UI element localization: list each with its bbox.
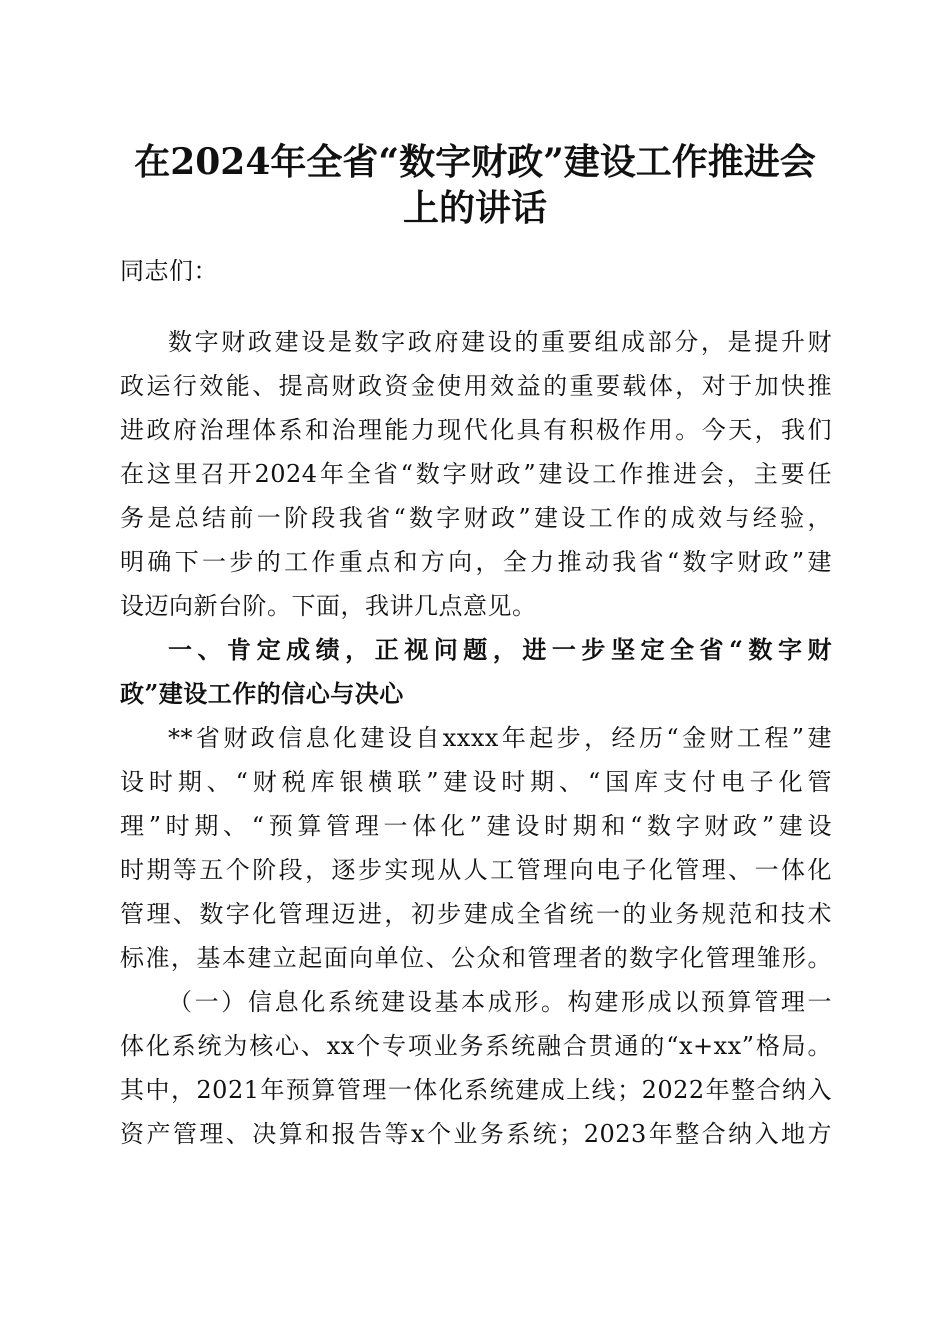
salutation: 同志们： [120, 257, 218, 285]
paragraph-line: 设迈向新台阶。下面，我讲几点意见。 [120, 592, 537, 620]
paragraph-line: 进政府治理体系和治理能力现代化具有积极作用。今天，我们 [120, 416, 832, 444]
paragraph-line: 在这里召开2024年全省“数字财政”建设工作推进会，主要任 [120, 460, 832, 488]
paragraph-line: 体化系统为核心、xx个专项业务系统融合贯通的“x+xx”格局。 [120, 1032, 832, 1060]
paragraph-line: 标准，基本建立起面向单位、公众和管理者的数字化管理雏形。 [120, 944, 832, 972]
paragraph-line: 其中，2021年预算管理一体化系统建成上线；2022年整合纳入 [120, 1076, 832, 1104]
paragraph-line: 务是总结前一阶段我省“数字财政”建设工作的成效与经验， [120, 504, 832, 532]
paragraph-line: 资产管理、决算和报告等x个业务系统；2023年整合纳入地方 [120, 1120, 832, 1148]
paragraph-line: 理”时期、“预算管理一体化”建设时期和“数字财政”建设 [120, 812, 832, 840]
paragraph-line: 政运行效能、提高财政资金使用效益的重要载体，对于加快推 [120, 372, 832, 400]
paragraph-line: 明确下一步的工作重点和方向，全力推动我省“数字财政”建 [120, 548, 832, 576]
paragraph-line: 数字财政建设是数字政府建设的重要组成部分，是提升财 [168, 328, 832, 356]
document-title-line-2: 上的讲话 [402, 187, 547, 229]
paragraph-line: 设时期、“财税库银横联”建设时期、“国库支付电子化管 [120, 768, 832, 796]
section-heading-line: 政”建设工作的信心与决心 [120, 679, 404, 708]
paragraph-line: 管理、数字化管理迈进，初步建成全省统一的业务规范和技术 [120, 900, 832, 928]
section-heading-line: 一、肯定成绩，正视问题，进一步坚定全省“数字财 [168, 635, 832, 664]
paragraph-line: **省财政信息化建设自xxxx年起步，经历“金财工程”建 [168, 724, 832, 752]
document-title-line-1: 在2024年全省“数字财政”建设工作推进会 [134, 141, 816, 183]
paragraph-line: （一）信息化系统建设基本成形。构建形成以预算管理一 [168, 988, 832, 1016]
paragraph-line: 时期等五个阶段，逐步实现从人工管理向电子化管理、一体化 [120, 856, 832, 884]
